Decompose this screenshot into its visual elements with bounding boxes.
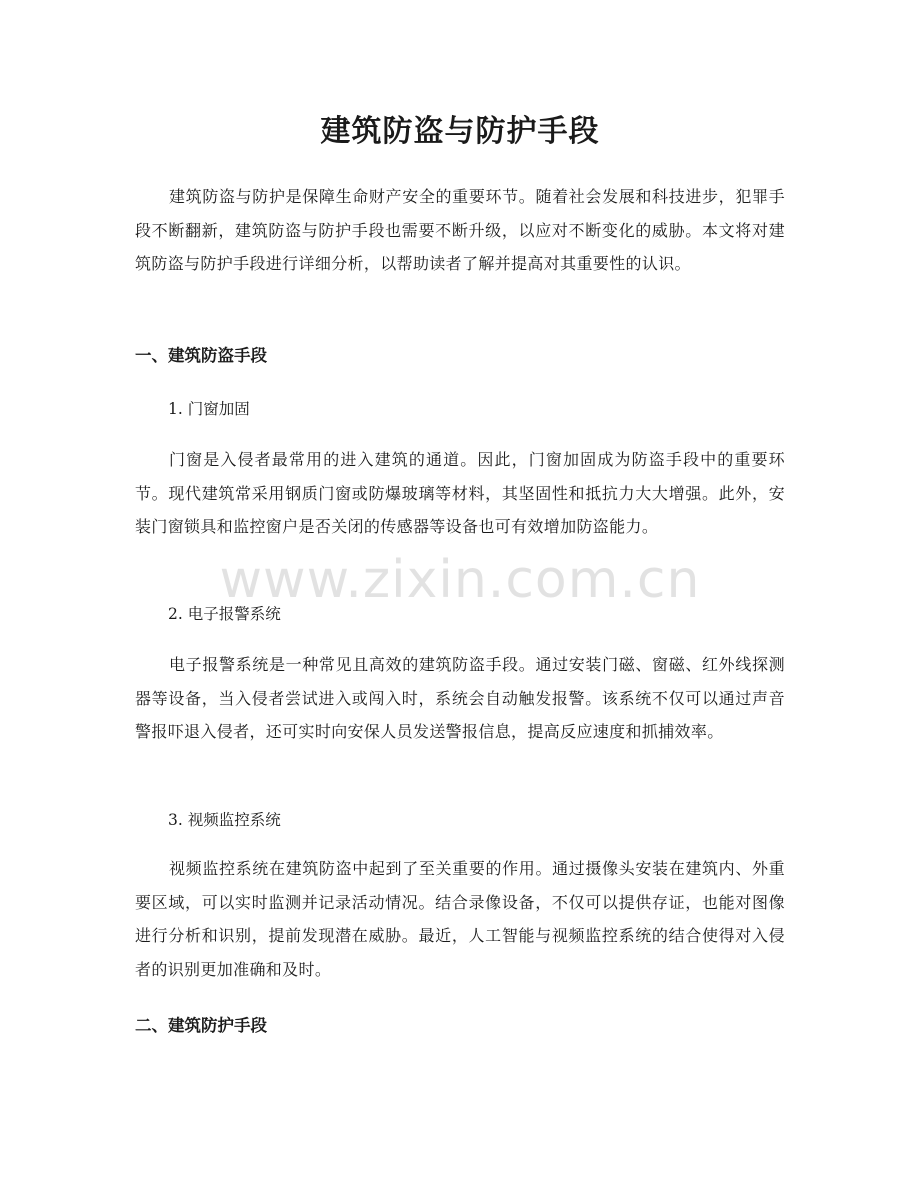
subheading-door-window: 1. 门窗加固 [168, 400, 250, 418]
intro-paragraph: 建筑防盗与防护是保障生命财产安全的重要环节。随着社会发展和科技进步，犯罪手段不断翻新，建筑防盗与防护手段也需要不断升级，以应对不断变化的威胁。本文将对建筑防盗与防护手段进行详细分析，以帮助读者了解并提高对其重要性的认识。 [135, 187, 785, 273]
paragraph-door-window: 门窗是入侵者最常用的进入建筑的通道。因此，门窗加固成为防盗手段中的重要环节。现代建筑常采用钢质门窗或防爆玻璃等材料，其坚固性和抵抗力大大增强。此外，安装门窗锁具和监控窗户是否关闭的传感器等设备也可有效增加防盗能力。 [135, 450, 785, 536]
watermark: www.zixin.com.cn [219, 550, 701, 610]
document-title: 建筑防盗与防护手段 [320, 114, 600, 149]
paragraph-alarm-system: 电子报警系统是一种常见且高效的建筑防盗手段。通过安装门磁、窗磁、红外线探测器等设备，当入侵者尝试进入或闯入时，系统会自动触发报警。该系统不仅可以通过声音警报吓退入侵者，还可实时向安保人员发送警报信息，提高反应速度和抓捕效率。 [135, 655, 785, 741]
paragraph-video-surveillance: 视频监控系统在建筑防盗中起到了至关重要的作用。通过摄像头安装在建筑内、外重要区域，可以实时监测并记录活动情况。结合录像设备，不仅可以提供存证，也能对图像进行分析和识别，提前发现潜在威胁。最近，人工智能与视频监控系统的结合使得对入侵者的识别更加准确和及时。 [135, 859, 785, 979]
subheading-alarm-system: 2. 电子报警系统 [168, 605, 281, 623]
subheading-video-surveillance: 3. 视频监控系统 [168, 811, 281, 829]
section-heading-protection: 二、建筑防护手段 [135, 1016, 267, 1035]
section-heading-anti-theft: 一、建筑防盗手段 [135, 346, 267, 365]
